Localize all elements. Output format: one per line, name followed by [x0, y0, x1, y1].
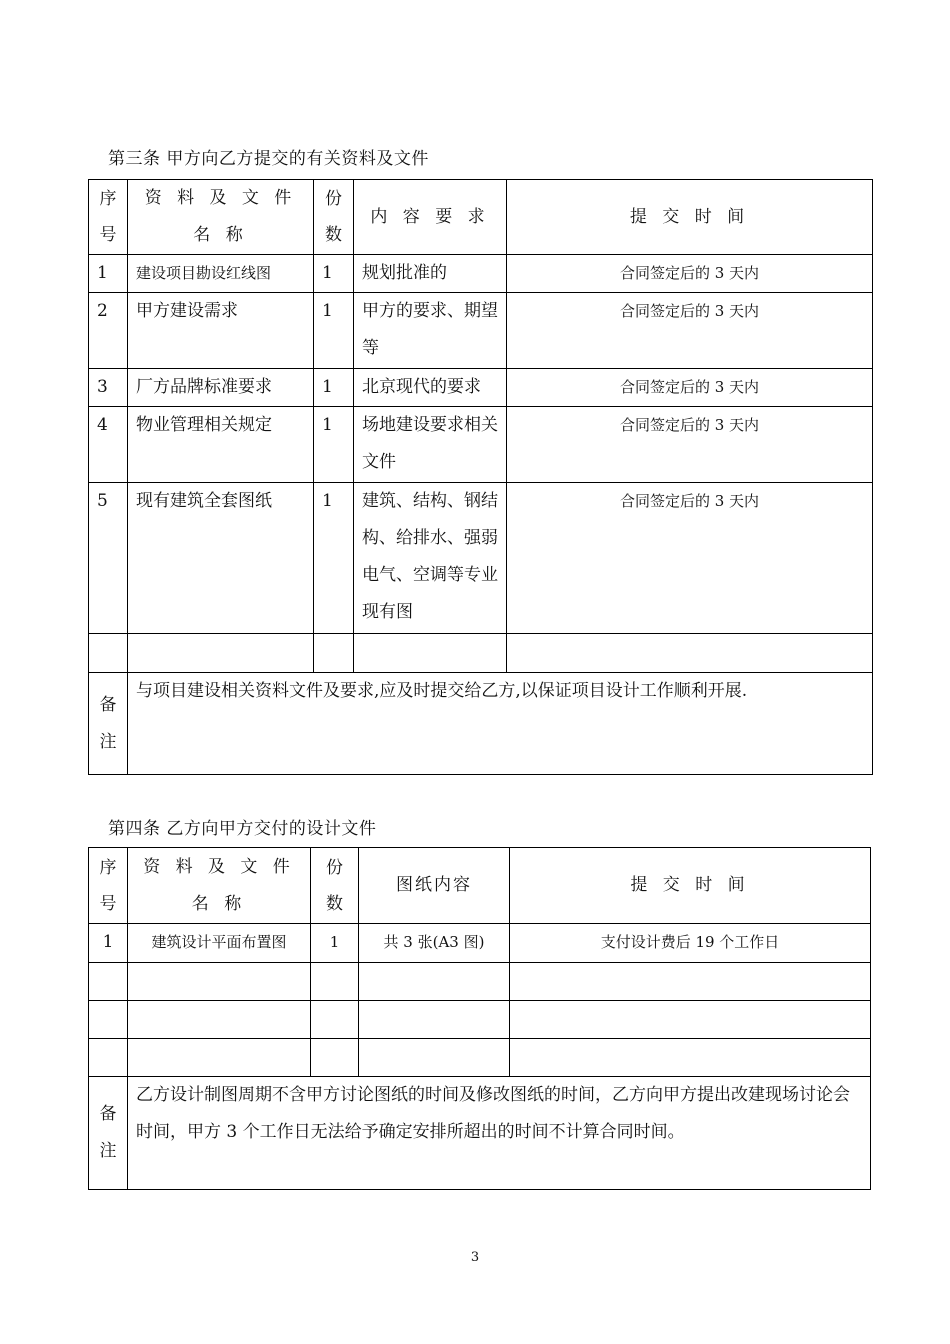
table-row: [89, 293, 873, 369]
note-label: 备注: [99, 694, 117, 752]
row-name: 甲方建设需求: [128, 293, 314, 369]
row-seq: 2: [89, 293, 128, 369]
row-qty: 1: [314, 293, 354, 369]
header-name: 资 料 及 文 件 名 称: [128, 848, 311, 924]
table-header-row: [89, 180, 873, 255]
note-row: [89, 1077, 871, 1190]
header-time: 提 交 时 间: [507, 180, 873, 255]
row-time: 合同签定后的 3 天内: [507, 369, 873, 407]
row-qty: 1: [314, 369, 354, 407]
row-time: 支付设计费后 19 个工作日: [510, 924, 871, 963]
row-qty: 1: [311, 924, 359, 963]
row-content: 规划批准的: [354, 255, 507, 293]
table-row: [89, 407, 873, 483]
header-name: 资 料 及 文 件 名 称: [128, 180, 314, 255]
table-row: [89, 369, 873, 407]
row-name: 建设项目勘设红线图: [128, 255, 314, 293]
row-name: 建筑设计平面布置图: [128, 924, 311, 963]
note-text: 乙方设计制图周期不含甲方讨论图纸的时间及修改图纸的时间，乙方向甲方提出改建现场讨论会时间，甲方 3 个工作日无法给予确定安排所超出的时间不计算合同时间。: [128, 1077, 871, 1190]
row-content: 北京现代的要求: [354, 369, 507, 407]
row-time: 合同签定后的 3 天内: [507, 407, 873, 483]
page-number: 3: [470, 1250, 480, 1265]
table-row-empty: [89, 1039, 871, 1077]
table-row: [89, 483, 873, 634]
table-header-row: [89, 848, 871, 924]
header-content: 内 容 要 求: [354, 180, 507, 255]
article4-title: 第四条 乙方向甲方交付的设计文件: [108, 819, 377, 839]
table-row: [89, 255, 873, 293]
article3-table: [88, 179, 873, 775]
note-row: [89, 673, 873, 775]
row-seq: 1: [89, 255, 128, 293]
row-seq: 4: [89, 407, 128, 483]
article4-table: [88, 847, 871, 1190]
note-label: 备注: [99, 1104, 117, 1161]
row-content: 共 3 张(A3 图): [359, 924, 510, 963]
row-seq: 1: [89, 924, 128, 963]
header-qty: 份数: [326, 857, 343, 914]
row-content: 场地建设要求相关文件: [354, 407, 507, 483]
header-seq: 序号: [99, 857, 117, 914]
row-time: 合同签定后的 3 天内: [507, 293, 873, 369]
note-text: 与项目建设相关资料文件及要求,应及时提交给乙方,以保证项目设计工作顺利开展.: [128, 673, 873, 775]
table-row-empty: [89, 963, 871, 1001]
row-seq: 5: [89, 483, 128, 634]
row-name: 现有建筑全套图纸: [128, 483, 314, 634]
header-time: 提 交 时 间: [510, 848, 871, 924]
row-qty: 1: [314, 483, 354, 634]
table-row-empty: [89, 1001, 871, 1039]
table-row: [89, 924, 871, 963]
row-content: 甲方的要求、期望等: [354, 293, 507, 369]
header-qty: 份数: [325, 189, 342, 245]
row-qty: 1: [314, 407, 354, 483]
row-name: 物业管理相关规定: [128, 407, 314, 483]
header-content: 图纸内容: [359, 848, 510, 924]
article3-title: 第三条 甲方向乙方提交的有关资料及文件: [108, 149, 429, 169]
row-time: 合同签定后的 3 天内: [507, 483, 873, 634]
row-name: 厂方品牌标准要求: [128, 369, 314, 407]
row-qty: 1: [314, 255, 354, 293]
row-content: 建筑、结构、钢结构、给排水、强弱电气、空调等专业现有图: [354, 483, 507, 634]
header-seq: 序号: [99, 189, 117, 245]
table-row-empty: [89, 634, 873, 673]
row-seq: 3: [89, 369, 128, 407]
row-time: 合同签定后的 3 天内: [507, 255, 873, 293]
